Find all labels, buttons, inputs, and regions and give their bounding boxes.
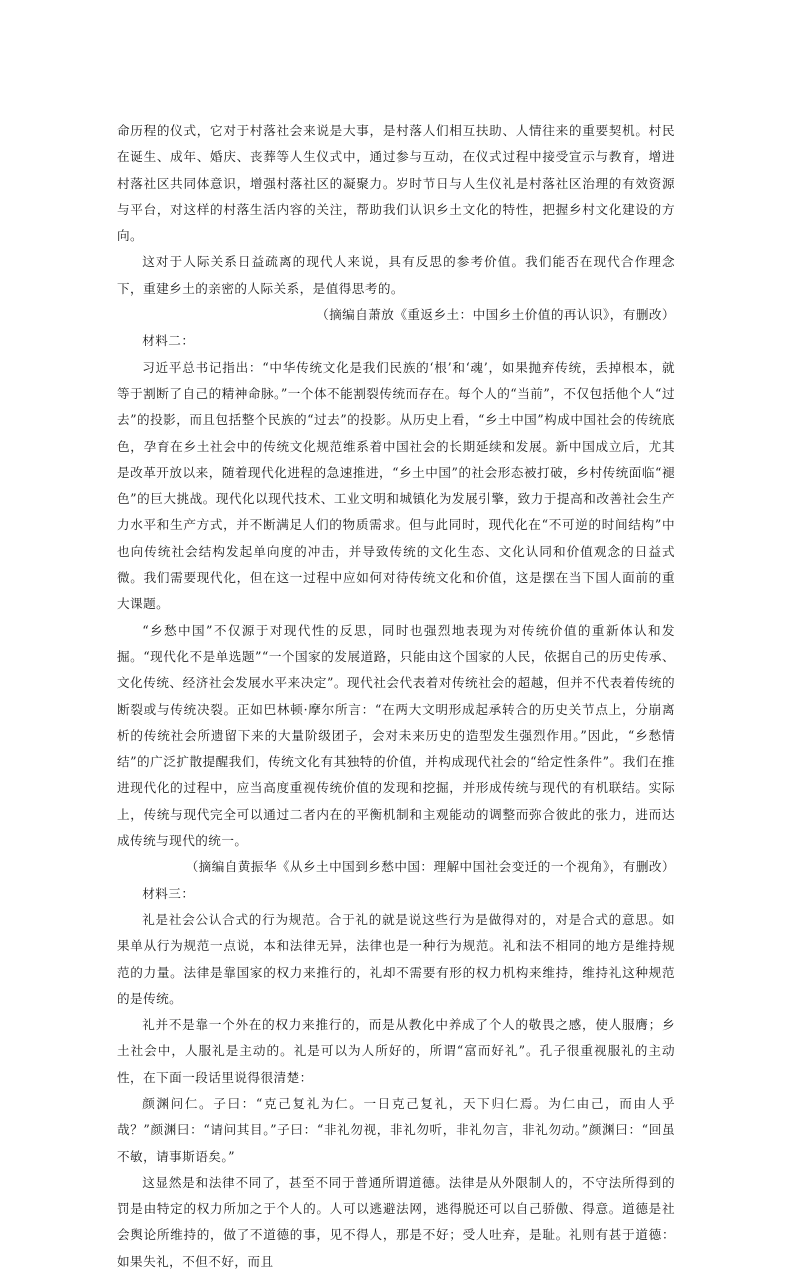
source-citation: （摘编自萧放《重返乡土：中国乡土价值的再认识》，有删改） bbox=[316, 307, 675, 323]
material-heading: 材料二： bbox=[142, 333, 195, 349]
body-paragraph: 这显然是和法律不同了，甚至不同于普通所谓道德。法律是从外限制人的，不守法所得到的罚是由特定的权力所加之于个人的。人可以逃避法网，逃得脱还可以自己骄傲、得意。道德是社会舆论所维持的，做了不道德的事，见不得人，那是不好；受人吐弃，是耻。礼则有甚于道德：如果失礼，不但不好，而且 bbox=[117, 1174, 675, 1269]
body-paragraph: 习近平总书记指出：“中华传统文化是我们民族的‘根’和‘魂’，如果抛弃传统，丢掉根本，就等于割断了自己的精神命脉。”一个体不能割裂传统而存在。每个人的“当前”，不仅包括他个人“过去”的投影，而且包括整个民族的“过去”的投影。从历史上看，“乡土中国”构成中国社会的传统底色，孕育在乡土社会中的传统文化规范维系着中国社会的长期延续和发展。新中国成立后，尤其是改革开放以来，随着现代化进程的急速推进，“乡土中国”的社会形态被打破，乡村传统面临“褪色”的巨大挑战。现代化以现代技术、工业文明和城镇化为发展引擎，致力于提高和改善社会生产力水平和生产方式，并不断满足人们的物质需求。但与此同时，现代化在“不可逆的时间结构”中也向传统社会结构发起单向度的冲击，并导致传统的文化生态、文化认同和价值观念的日益式微。我们需要现代化，但在这一过程中应如何对待传统文化和价值，这是摆在当下国人面前的重大课题。 bbox=[117, 359, 675, 612]
source-citation: （摘编自黄振华《从乡土中国到乡愁中国：理解中国社会变迁的一个视角》，有删改） bbox=[185, 859, 675, 875]
body-paragraph: 命历程的仪式，它对于村落社会来说是大事，是村落人们相互扶助、人情往来的重要契机。村民在诞生、成年、婚庆、丧葬等人生仪式中，通过参与互动，在仪式过程中接受宣示与教育，增进村落社区共同体意识，增强村落社区的凝聚力。岁时节日与人生仪礼是村落社区治理的有效资源与平台，对这样的村落生活内容的关注，帮助我们认识乡土文化的特性，把握乡村文化建设的方向。 bbox=[117, 123, 675, 244]
body-paragraph: “乡愁中国”不仅源于对现代性的反思，同时也强烈地表现为对传统价值的重新体认和发掘。“现代化不是单选题”“一个国家的发展道路，只能由这个国家的人民，依据自己的历史传承、文化传统、经济社会发展水平来决定”。现代社会代表着对传统社会的超越，但并不代表着传统的断裂或与传统决裂。正如巴林顿·摩尔所言：“在两大文明形成起承转合的历史关节点上，分崩离析的传统社会所遗留下来的大量阶级团子，会对未来历史的造型发生强烈作用。”因此，“乡愁情结”的广泛扩散提醒我们，传统文化有其独特的价值，并构成现代社会的“给定性条件”。我们在推进现代化的过程中，应当高度重视传统价值的发现和挖掘，并形成传统与现代的有机联结。实际上，传统与现代完全可以通过二者内在的平衡机制和主观能动的调整而弥合彼此的张力，进而达成传统与现代的统一。 bbox=[117, 622, 675, 849]
body-paragraph: 颜渊问仁。子曰：“克己复礼为仁。一日克己复礼，天下归仁焉。为仁由己，而由人乎哉？”颜渊曰：“请问其目。”子曰：“非礼勿视，非礼勿听，非礼勿言，非礼勿动。”颜渊曰：“回虽不敏，请事斯语矣。” bbox=[117, 1095, 675, 1164]
body-paragraph: 这对于人际关系日益疏离的现代人来说，具有反思的参考价值。我们能否在现代合作理念下，重建乡土的亲密的人际关系，是值得思考的。 bbox=[117, 254, 675, 296]
body-paragraph: 礼并不是靠一个外在的权力来推行的，而是从教化中养成了个人的敬畏之感，使人服膺；乡土社会中，人服礼是主动的。礼是可以为人所好的，所谓“富而好礼”。孔子很重视服礼的主动性，在下面一段话里说得很清楚： bbox=[117, 1017, 675, 1085]
document-page bbox=[117, 118, 675, 1275]
body-paragraph: 礼是社会公认合式的行为规范。合于礼的就是说这些行为是做得对的，对是合式的意思。如果单从行为规范一点说，本和法律无异，法律也是一种行为规范。礼和法不相同的地方是维持规范的力量。法律是靠国家的权力来推行的，礼却不需要有形的权力机构来维持，维持礼这种规范的是传统。 bbox=[117, 911, 675, 1006]
material-heading: 材料三： bbox=[142, 885, 195, 901]
